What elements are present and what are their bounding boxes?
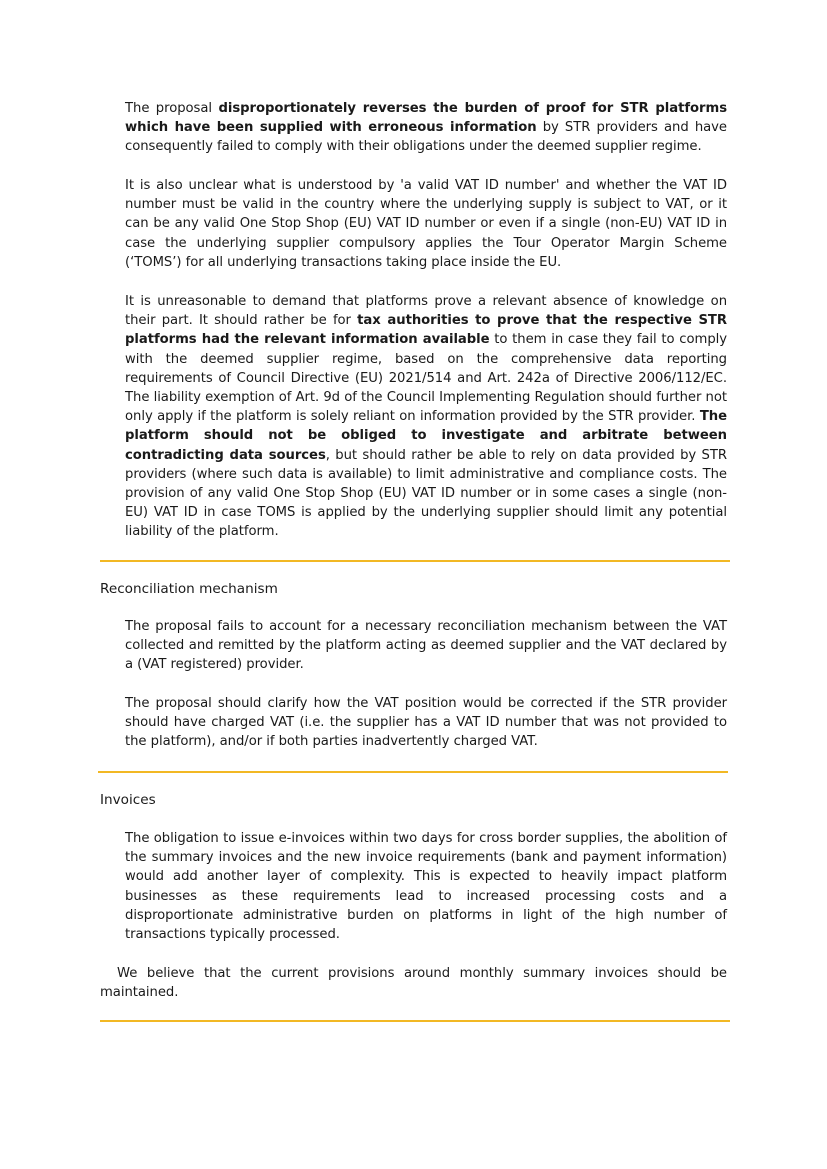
text-run: to them in case they fail to comply with the deemed supplier regime, based on the comprehensive data reporting requirements of Council Directive (EU) 2021/514 and Art. 242a of Directive 2006/112/EC. The liability exemption of Art. 9d of the Council Implementing Regulation should further not only apply if the platform is solely reliant on information provided by the STR provider. (125, 332, 728, 425)
text-run: by STR providers and have consequently failed to comply with their obligations under the deemed supplier regime. (125, 120, 727, 155)
text-run: The proposal (125, 101, 219, 116)
section-divider (98, 771, 728, 773)
text-run: It is unreasonable to demand that platforms prove a relevant absence of knowledge on their part. It should rather be for (125, 294, 727, 329)
bold-text-run: The platform should not be obliged to investigate and arbitrate between contradicting data sources (125, 409, 727, 463)
paragraph-absence-of-knowledge (125, 292, 727, 542)
paragraph-reconciliation-1: The proposal fails to account for a necessary reconciliation mechanism between the VAT collected and remitted by the platform acting as deemed supplier and the VAT declared by a (VAT registered) provider. (125, 619, 727, 673)
paragraph-valid-vat-id: It is also unclear what is understood by 'a valid VAT ID number' and whether the VAT ID number must be valid in the country where the underlying supply is subject to VAT, or it can be any valid One Stop Shop (EU) VAT ID number or even if a single (non-EU) VAT ID in case the underlying supplier compulsory applies the Tour Operator Margin Scheme (‘TOMS’) for all underlying transactions taking place inside the EU. (125, 178, 727, 270)
bold-text-run: disproportionately reverses the burden of proof for STR platforms which have been supplied with erroneous information (125, 101, 728, 136)
paragraph-burden-of-proof (125, 99, 727, 157)
paragraph-reconciliation-2: The proposal should clarify how the VAT position would be corrected if the STR provider should have charged VAT (i.e. the supplier has a VAT ID number that was not provided to the platform), and/or if both parties inadvertently charged VAT. (125, 696, 727, 750)
bold-text-run: tax authorities to prove that the respective STR platforms had the relevant information available (125, 313, 727, 348)
section-heading-reconciliation: Reconciliation mechanism (100, 581, 278, 597)
text-run: , but should rather be able to rely on data provided by STR providers (where such data is available) to limit administrative and compliance costs. The provision of any valid One Stop Shop (EU) VAT ID number or in some cases a single (non-EU) VAT ID in case TOMS is applied by the underlying supplier should limit any potential liability of the platform. (125, 447, 727, 540)
section-heading-invoices: Invoices (100, 792, 156, 808)
paragraph-invoices-1: The obligation to issue e-invoices within two days for cross border supplies, the abolition of the summary invoices and the new invoice requirements (bank and payment information) would add another layer of complexity. This is expected to heavily impact platform businesses as these requirements lead to increased processing costs and a disproportionate administrative burden on platforms in light of the high number of transactions typically processed. (125, 831, 727, 943)
section-divider (100, 1020, 730, 1022)
section-divider (100, 560, 730, 562)
paragraph-invoices-2: We believe that the current provisions around monthly summary invoices should be maintained. (100, 966, 727, 1001)
